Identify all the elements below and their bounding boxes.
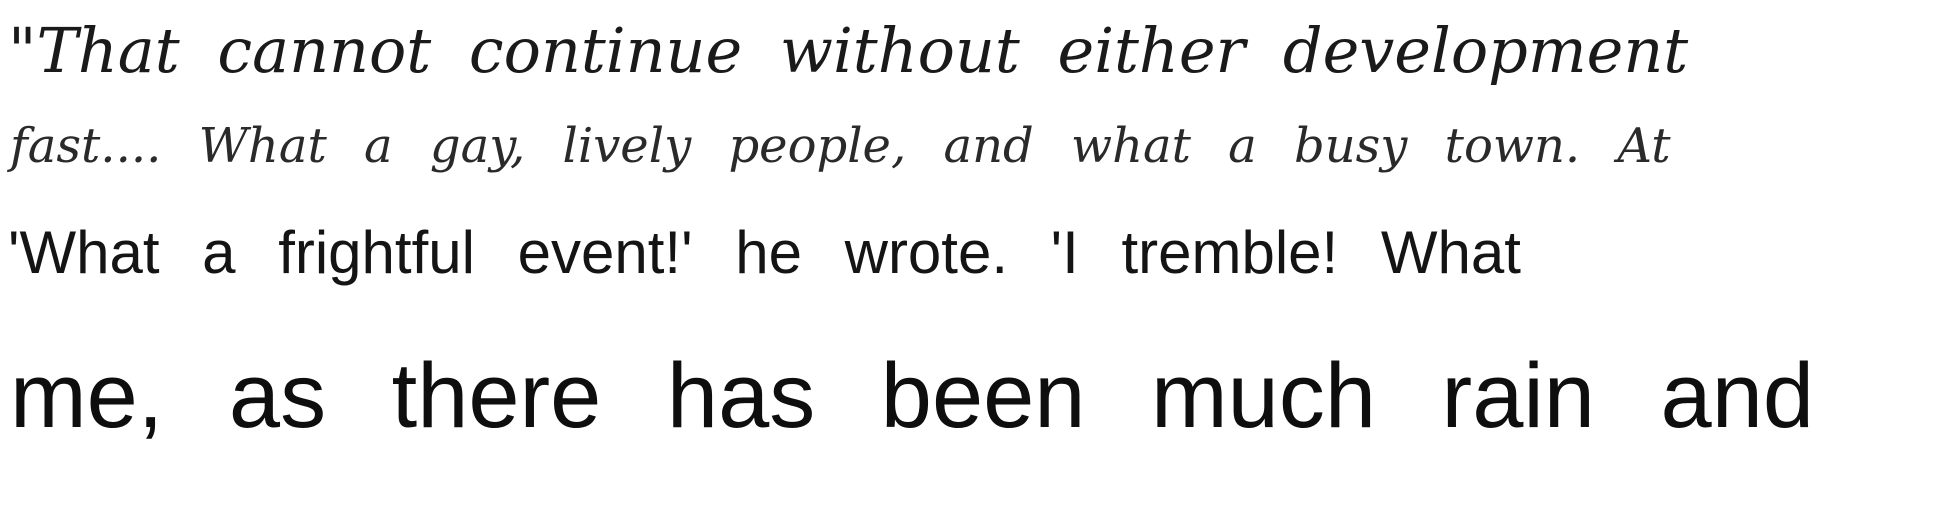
handwritten-line-2: fast.... What a gay, lively people, and what a busy town. At xyxy=(10,118,1671,174)
handwritten-line-1: "That cannot continue without either development xyxy=(8,14,1689,87)
handwritten-line-4: me, as there has been much rain and xyxy=(10,345,1815,447)
handwritten-line-3: 'What a frightful event!' he wrote. 'I tremble! What xyxy=(8,219,1521,286)
